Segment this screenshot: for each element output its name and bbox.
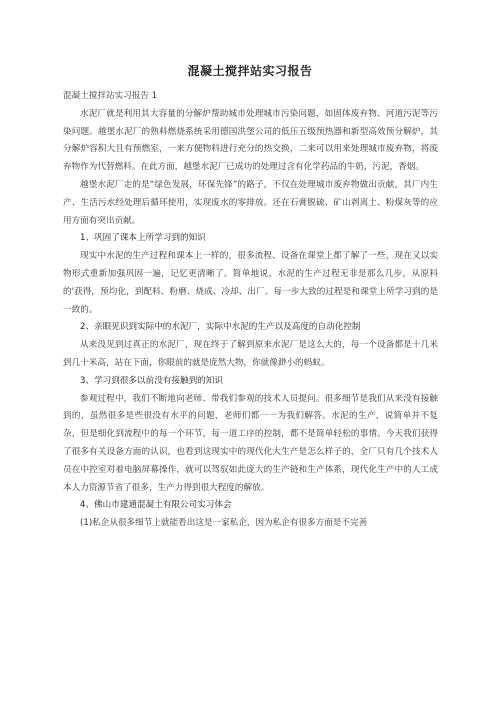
paragraph-3: 现实中水泥的生产过程和课本上一样的，很多流程、设备在课堂上都了解了一些，现在又以实物形式重新加强巩固一遍，记忆更清晰了。简单地说，水泥的生产过程无非是那么几步，从原料的'获得，预均化，到配料、粉磨、烧成、冷却、出厂。每一步大致的过程是和课堂上所学习到的是一致的。 bbox=[63, 251, 438, 315]
section-heading-4: 4、佛山市建通混凝土有限公司实习体会 bbox=[80, 500, 232, 511]
section-heading-3: 3、学习到很多以前没有接触到的知识 bbox=[80, 375, 223, 386]
paragraph-5: 参观过程中，我们不断地向老师、带我们参观的技术人员提问。很多细节是我们从来没有接触到的，虽然很多是些很没有水平的问题，老师们都一一为我们解答。水泥的生产，说简单并不复杂，但是细化到流程中的每一个环节，每一道工序的控制，都不是简单轻松的事情。今天我们获得了很多有关设备方面的认识，也看到这现实中的现代化大生产是怎么样子的，全厂只有几个技术人员在中控室对着电脑屏幕操作，就可以驾驭如此庞大的生产链和生产体系，现代化生产中的人工成本人力资源节省了很多，生产力得到很大程度的解放。 bbox=[63, 393, 438, 493]
paragraph-6: (1)私企从很多细节上就能看出这是一家私企，因为私企有很多方面是不完善 bbox=[80, 518, 368, 529]
paragraph-2: 越堡水泥厂走的是“绿色发展，环保先锋”的路子，不仅在处理城市废弃物做出贡献，其厂内生产、生活污水经处理后循环使用，实现废水的零排放。还在石膏脱硫、矿山剥离土、粉煤灰等的应用方面有突出贡献。 bbox=[63, 179, 438, 226]
section-heading-1: 1、巩固了课本上所学习到的知识 bbox=[80, 233, 206, 244]
document-title: 混凝土搅拌站实习报告 bbox=[187, 64, 313, 78]
document-body bbox=[63, 88, 438, 533]
paragraph-1: 水泥厂就是利用其大容量的分解炉帮助城市处理城市污染问题，如固体废弃物、河道污泥等污染问题。越堡水泥厂的熟料燃烧系统采用德国洪堡公司的低压五级预热器和新型高效预分解炉，其分解炉容积大且有预燃室，一来方便物料进行充分的热交换，二来可以用来处理城市废弃物，将废弃物作为代替燃料。在此方面，越堡水泥厂已成功的处理过含有化学药品的牛奶，污泥，香烟。 bbox=[63, 108, 438, 173]
section-heading-2: 2、亲眼见识到实际中的水泥厂，实际中水泥的生产以及高度的自动化控制 bbox=[80, 322, 361, 333]
report-label: 混凝土搅拌站实习报告 1 bbox=[63, 91, 158, 101]
paragraph-4: 从来没见到过真正的水泥厂，现在终于了解到原来水泥厂是这么大的，每一个设备都是十几米到几十米高，站在下面，你眼前的就是庞然大物，你就像渺小的蚂蚁。 bbox=[63, 340, 438, 368]
